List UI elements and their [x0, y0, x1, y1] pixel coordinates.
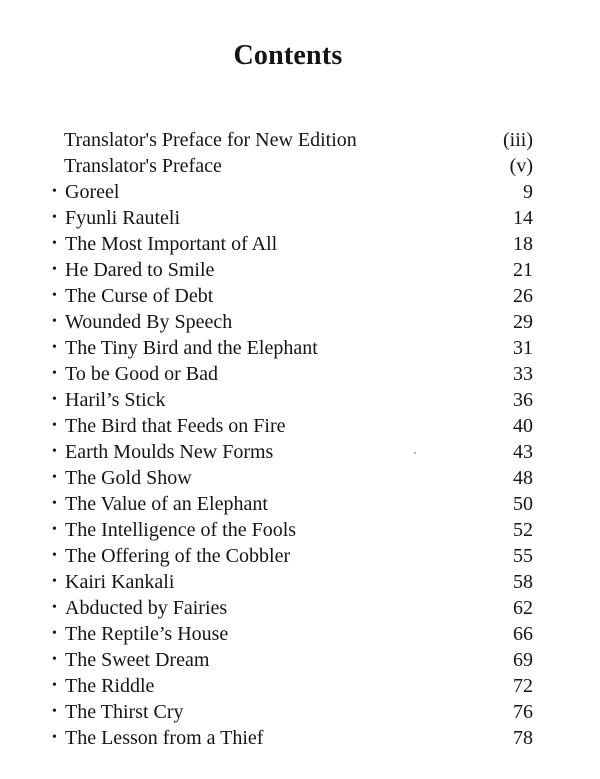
toc-entry [0, 465, 600, 491]
toc-page-number: 9 [523, 181, 533, 203]
toc-page-number: 72 [513, 675, 533, 697]
toc-entry-title: The Thirst Cry [65, 701, 184, 723]
toc-entry-title: He Dared to Smile [65, 259, 215, 281]
toc-entry-title: Goreel [65, 181, 120, 203]
toc-entry-title: Wounded By Speech [65, 311, 233, 333]
toc-bullet: • [52, 418, 57, 433]
toc-entry-title: The Curse of Debt [65, 285, 214, 307]
toc-entry [0, 621, 600, 647]
toc-bullet: • [52, 730, 57, 745]
toc-entry-title: The Riddle [65, 675, 155, 697]
toc-bullet: • [52, 678, 57, 693]
toc-bullet: • [52, 600, 57, 615]
scan-speck [414, 452, 416, 454]
page-title: Contents [233, 40, 343, 71]
toc-page-number: 26 [513, 285, 533, 307]
toc-entry [0, 647, 600, 673]
toc-entry-title: Kairi Kankali [65, 571, 175, 593]
toc-entry [0, 699, 600, 725]
toc-page-number: 66 [513, 623, 533, 645]
toc-entry [0, 725, 600, 751]
toc-entry [0, 569, 600, 595]
toc-entry [0, 309, 600, 335]
toc-entry-title: The Sweet Dream [65, 649, 210, 671]
toc-entry-title: Earth Moulds New Forms [65, 441, 274, 463]
toc-page-number: 31 [513, 337, 533, 359]
toc-entry-title: The Gold Show [65, 467, 192, 489]
toc-entry [0, 153, 600, 179]
toc-page-number: 50 [513, 493, 533, 515]
toc-page-number: 55 [513, 545, 533, 567]
toc-page-number: 29 [513, 311, 533, 333]
toc-entry [0, 413, 600, 439]
toc-entry-title: The Bird that Feeds on Fire [65, 415, 286, 437]
toc-entry-title: Fyunli Rauteli [65, 207, 180, 229]
toc-bullet: • [52, 548, 57, 563]
toc-bullet: • [52, 340, 57, 355]
toc-entry-title: The Reptile’s House [65, 623, 229, 645]
toc-page-number: 33 [513, 363, 533, 385]
toc-bullet: • [52, 626, 57, 641]
toc-entry-title: Haril’s Stick [65, 389, 166, 411]
toc-entry [0, 543, 600, 569]
toc-page-number: 76 [513, 701, 533, 723]
toc-bullet: • [52, 236, 57, 251]
toc-page-number: (iii) [503, 129, 533, 151]
toc-entry [0, 491, 600, 517]
toc-entry [0, 205, 600, 231]
toc-entry-title: To be Good or Bad [65, 363, 219, 385]
toc-entry [0, 257, 600, 283]
toc-bullet: • [52, 574, 57, 589]
toc-bullet: • [52, 184, 57, 199]
toc-entry [0, 283, 600, 309]
toc-bullet: • [52, 704, 57, 719]
toc-page-number: 18 [513, 233, 533, 255]
toc-entry [0, 595, 600, 621]
toc-page-number: 14 [513, 207, 533, 229]
toc-entry [0, 335, 600, 361]
toc-bullet: • [52, 496, 57, 511]
toc-bullet: • [52, 522, 57, 537]
toc-bullet: • [52, 288, 57, 303]
toc-page-number: 36 [513, 389, 533, 411]
toc-page-number: 58 [513, 571, 533, 593]
toc-entry-title: Translator's Preface [64, 155, 222, 177]
toc-bullet: • [52, 470, 57, 485]
toc-entry-title: Abducted by Fairies [65, 597, 228, 619]
toc-entry [0, 517, 600, 543]
toc-entry-title: The Value of an Elephant [65, 493, 268, 515]
toc-page-number: 62 [513, 597, 533, 619]
toc-page-number: 21 [513, 259, 533, 281]
toc-entry [0, 439, 600, 465]
toc-bullet: • [52, 392, 57, 407]
toc-page-number: 48 [513, 467, 533, 489]
toc-entry [0, 127, 600, 153]
toc-entry [0, 361, 600, 387]
toc-entry-title: The Offering of the Cobbler [65, 545, 291, 567]
toc-entry-title: The Intelligence of the Fools [65, 519, 297, 541]
toc-entry-title: The Lesson from a Thief [65, 727, 264, 749]
toc-entry-title: Translator's Preface for New Edition [64, 129, 357, 151]
toc-entry [0, 673, 600, 699]
toc-entry-title: The Tiny Bird and the Elephant [65, 337, 318, 359]
toc-entry [0, 179, 600, 205]
toc-page-number: 43 [513, 441, 533, 463]
toc-page-number: 78 [513, 727, 533, 749]
toc-page-number: 69 [513, 649, 533, 671]
toc-entry-title: The Most Important of All [65, 233, 278, 255]
toc-entry [0, 387, 600, 413]
toc-bullet: • [52, 210, 57, 225]
toc-bullet: • [52, 652, 57, 667]
toc-page-number: 52 [513, 519, 533, 541]
toc-page-number: (v) [509, 155, 533, 177]
toc-bullet: • [52, 314, 57, 329]
toc-bullet: • [52, 366, 57, 381]
toc-bullet: • [52, 444, 57, 459]
toc-page-number: 40 [513, 415, 533, 437]
toc-bullet: • [52, 262, 57, 277]
toc-entry [0, 231, 600, 257]
